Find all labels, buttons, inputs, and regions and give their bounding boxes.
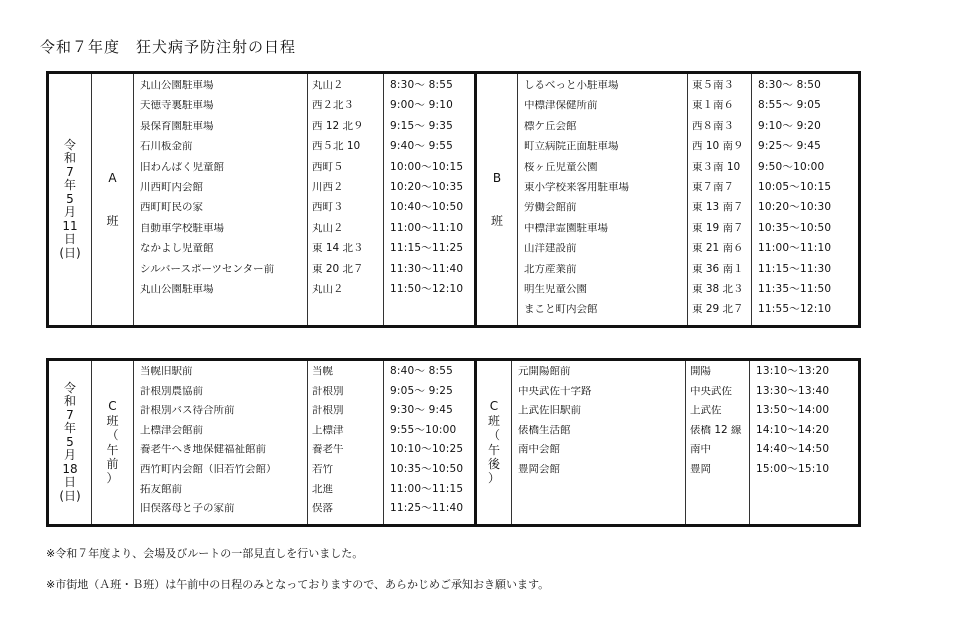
area-list	[686, 361, 749, 484]
table-cell: 丸山２	[312, 283, 344, 295]
table-cell: 西８南３	[692, 120, 734, 132]
label-char: 月	[63, 205, 76, 220]
date-label	[49, 361, 91, 524]
time-column	[384, 73, 476, 327]
label-char: 午	[106, 442, 119, 457]
table-cell: 西町３	[312, 202, 344, 214]
table-cell: 10:35～10:50	[390, 463, 464, 475]
label-char: （	[106, 428, 119, 443]
table-cell: 町立病院正面駐車場	[524, 141, 619, 153]
label-char: 班	[106, 413, 119, 428]
table-cell: 東 19 南７	[692, 222, 744, 234]
table-cell: 俵橋 12 線	[690, 424, 742, 436]
time-list	[384, 74, 474, 304]
table-cell: 14:10～14:20	[756, 424, 830, 436]
table-cell: 東 29 北７	[692, 304, 744, 316]
table-cell: 13:50～14:00	[756, 405, 830, 417]
table-cell: 9:00～ 9:10	[390, 100, 453, 112]
table-cell: 豊岡会館	[518, 463, 560, 475]
date-cell	[48, 360, 92, 526]
schedule-table-may-11	[46, 71, 861, 328]
note-route-change: ※令和７年度より、会場及びルートの一部見直しを行いました。	[46, 547, 364, 560]
table-cell: 丸山公園駐車場	[140, 283, 214, 295]
time-list	[750, 361, 858, 484]
table-cell: 丸山２	[312, 80, 344, 91]
label-char: C	[489, 399, 499, 414]
time-list	[752, 74, 858, 325]
table-cell: 西 10 南９	[692, 141, 744, 153]
table-cell: 11:55～12:10	[758, 304, 832, 316]
table-cell: 上武佐	[690, 405, 722, 417]
table-cell: 中央武佐	[690, 385, 732, 397]
table-cell: 東 21 南６	[692, 243, 744, 255]
table-cell: 天徳寺裏駐車場	[140, 100, 214, 112]
label-char: 班	[490, 213, 503, 228]
venue-column	[512, 360, 686, 526]
label-char: 令	[63, 381, 76, 396]
label-char: (日)	[59, 488, 81, 503]
table-cell: 旧俣落母と子の家前	[140, 503, 235, 515]
table-cell: 川西２	[312, 181, 344, 193]
label-char: B	[492, 171, 502, 186]
table-cell: 泉保育園駐車場	[140, 120, 214, 132]
table-cell: 西竹町内会館（旧若竹会館）	[140, 463, 277, 475]
area-column	[308, 73, 384, 327]
table-cell: 8:30～ 8:55	[390, 80, 453, 91]
label-char: C	[108, 399, 117, 414]
table-cell: 自動車学校駐車場	[140, 222, 224, 234]
table-cell: 東 14 北３	[312, 243, 364, 255]
time-column	[384, 360, 476, 526]
table-cell: 11:00～11:10	[390, 222, 464, 234]
table-cell: 上標津	[312, 424, 344, 436]
group-label-c-pm	[477, 361, 511, 524]
table-cell: 計根別	[312, 385, 344, 397]
table-cell: 15:00～15:10	[756, 463, 830, 475]
table-cell: 養老牛	[312, 444, 344, 456]
table-cell: 養老牛へき地保健福祉館前	[140, 444, 266, 456]
table-cell: 計根別バス待合所前	[140, 405, 235, 417]
table-cell: 元開陽館前	[518, 366, 571, 377]
venue-list	[134, 74, 307, 304]
table-cell: 豊岡	[690, 463, 711, 475]
group-label-c-am	[92, 361, 133, 524]
venue-list	[512, 361, 685, 484]
table-cell: 10:10～10:25	[390, 444, 464, 456]
table-cell: 石川板金前	[140, 141, 193, 153]
label-char: 7	[66, 407, 74, 422]
time-column	[750, 360, 860, 526]
table-cell: 西５北 10	[312, 141, 361, 153]
table-cell: なかよし児童館	[140, 243, 214, 255]
area-list	[308, 74, 383, 304]
table-cell: 9:50～10:00	[758, 161, 825, 173]
table-cell: 11:15～11:30	[758, 263, 832, 275]
table-cell: 11:35～11:50	[758, 283, 832, 295]
table-cell: シルバースポーツセンター前	[140, 263, 275, 275]
venue-column	[134, 360, 308, 526]
table-cell: 俣落	[312, 503, 333, 515]
table-cell: 丸山公園駐車場	[140, 80, 214, 91]
table-cell: 10:20～10:35	[390, 181, 464, 193]
label-char: A	[108, 171, 117, 186]
table-cell: 東１南６	[692, 100, 734, 112]
venue-list	[518, 74, 687, 325]
table-cell: 西 12 北９	[312, 120, 364, 132]
table-cell: 南中会館	[518, 444, 560, 456]
table-cell: 東３南 10	[692, 161, 741, 173]
table-cell: 北方産業前	[524, 263, 577, 275]
table-cell: 開陽	[690, 366, 711, 377]
group-cell	[476, 73, 518, 327]
table-cell: 桜ヶ丘児童公園	[524, 161, 598, 173]
label-char: （	[487, 428, 500, 443]
table-cell: 8:55～ 9:05	[758, 100, 821, 112]
group-cell	[476, 360, 512, 526]
table-cell: 11:30～11:40	[390, 263, 464, 275]
table-cell: 東５南３	[692, 80, 734, 91]
venue-column	[134, 73, 308, 327]
label-char: 日	[63, 475, 76, 490]
area-list	[688, 74, 751, 325]
table-cell: 東小学校来客用駐車場	[524, 181, 629, 193]
table-cell: 中標津保健所前	[524, 100, 598, 112]
table-cell: 9:40～ 9:55	[390, 141, 453, 153]
table-cell: 労働会館前	[524, 202, 577, 214]
table-cell: 中央武佐十字路	[518, 385, 592, 397]
table-cell: 計根別農協前	[140, 385, 203, 397]
label-char: 年	[63, 178, 76, 193]
table-cell: 若竹	[312, 463, 333, 475]
table-cell: 11:50～12:10	[390, 283, 464, 295]
table-cell: 11:00～11:15	[390, 483, 464, 495]
table-cell: 西町町民の家	[140, 202, 203, 214]
schedule-table-may-18	[46, 358, 861, 527]
table-cell: 東 20 北７	[312, 263, 364, 275]
time-list	[384, 361, 474, 523]
date-cell	[48, 73, 92, 327]
table-cell: 13:10～13:20	[756, 366, 830, 377]
page-title: 令和７年度 狂犬病予防注射の日程	[40, 38, 297, 56]
table-cell: 上武佐旧駅前	[518, 405, 581, 417]
area-list	[308, 361, 383, 523]
group-cell	[92, 360, 134, 526]
table-cell: 標ケ丘会館	[524, 120, 577, 132]
group-label-b	[477, 74, 517, 325]
table-cell: 南中	[690, 444, 711, 456]
label-char: 班	[487, 413, 500, 428]
table-cell: 北進	[312, 483, 333, 495]
table-cell: まこと町内会館	[524, 304, 598, 316]
label-char: 7	[66, 164, 74, 179]
area-column	[308, 360, 384, 526]
table-cell: 13:30～13:40	[756, 385, 830, 397]
table-cell: 11:15～11:25	[390, 243, 464, 255]
time-column	[752, 73, 860, 327]
table-cell: 10:00～10:15	[390, 161, 464, 173]
table-cell: 東７南７	[692, 181, 734, 193]
group-cell	[92, 73, 134, 327]
table-cell: 上標津会館前	[140, 424, 203, 436]
label-char: 5	[66, 434, 74, 449]
group-label-a	[92, 74, 133, 325]
note-morning-only: ※市街地（Ａ班・Ｂ班）は午前中の日程のみとなっておりますので、あらかじめご承知おき願います。	[46, 578, 550, 591]
table-cell: 計根別	[312, 405, 344, 417]
table-cell: 明生児童公園	[524, 283, 587, 295]
label-char: 日	[63, 232, 76, 247]
table-cell: 当幌旧駅前	[140, 366, 193, 377]
table-cell: 9:05～ 9:25	[390, 385, 453, 397]
table-cell: 8:30～ 8:50	[758, 80, 821, 91]
table-cell: 10:05～10:15	[758, 181, 832, 193]
label-char: 和	[63, 394, 76, 409]
table-cell: 山洋建設前	[524, 243, 577, 255]
table-cell: 東 38 北３	[692, 283, 744, 295]
label-char: 午	[487, 442, 500, 457]
table-cell: 9:25～ 9:45	[758, 141, 821, 153]
label-char: 和	[63, 151, 76, 166]
area-column	[688, 73, 752, 327]
table-cell: 俵橋生活館	[518, 424, 571, 436]
label-char: 月	[63, 448, 76, 463]
table-cell: 東 13 南７	[692, 202, 744, 214]
table-cell: 9:15～ 9:35	[390, 120, 453, 132]
table-cell: 旧わんぱく児童館	[140, 161, 224, 173]
label-char: 班	[106, 213, 119, 228]
table-cell: 11:25～11:40	[390, 503, 464, 515]
table-cell: 10:20～10:30	[758, 202, 832, 214]
label-char: 後	[487, 456, 500, 471]
label-char: 11	[62, 218, 78, 233]
venue-list	[134, 361, 307, 523]
table-cell: しるべっと小駐車場	[524, 80, 619, 91]
label-char: 年	[63, 421, 76, 436]
table-cell: 9:30～ 9:45	[390, 405, 453, 417]
label-char: ）	[106, 471, 119, 486]
label-char: 18	[62, 461, 78, 476]
table-cell: 10:40～10:50	[390, 202, 464, 214]
area-column	[686, 360, 750, 526]
table-cell: 西２北３	[312, 100, 354, 112]
table-cell: 9:55～10:00	[390, 424, 457, 436]
date-label	[49, 74, 91, 325]
label-char: ）	[487, 471, 500, 486]
table-cell: 東 36 南１	[692, 263, 744, 275]
label-char: 5	[66, 191, 74, 206]
label-char: 令	[63, 138, 76, 153]
table-cell: 11:00～11:10	[758, 243, 832, 255]
table-cell: 中標津霊園駐車場	[524, 222, 608, 234]
table-cell: 当幌	[312, 366, 333, 377]
table-cell: 丸山２	[312, 222, 344, 234]
table-cell: 西町５	[312, 161, 344, 173]
table-cell: 8:40～ 8:55	[390, 366, 453, 377]
table-cell: 14:40～14:50	[756, 444, 830, 456]
label-char: (日)	[59, 245, 81, 260]
table-cell: 9:10～ 9:20	[758, 120, 821, 132]
venue-column	[518, 73, 688, 327]
table-cell: 10:35～10:50	[758, 222, 832, 234]
table-cell: 拓友館前	[140, 483, 182, 495]
table-cell: 川西町内会館	[140, 181, 203, 193]
label-char: 前	[106, 456, 119, 471]
